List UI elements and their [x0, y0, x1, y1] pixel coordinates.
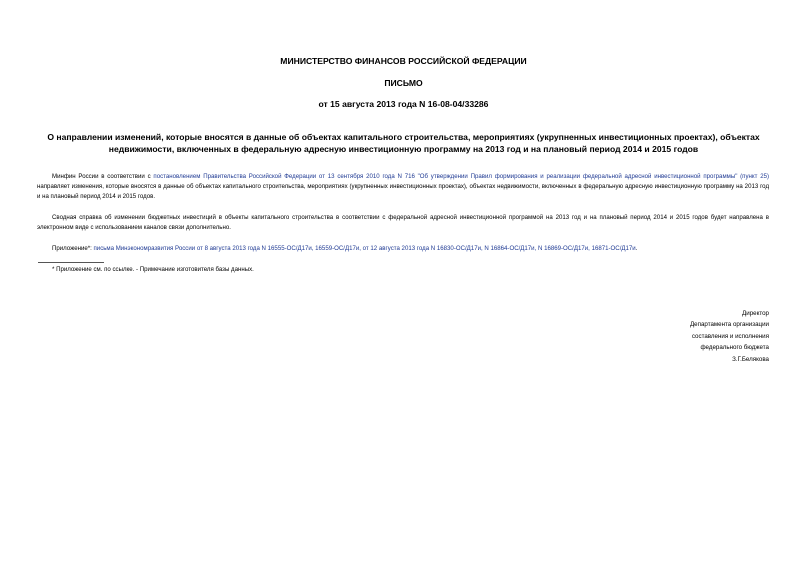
ministry-title: МИНИСТЕРСТВО ФИНАНСОВ РОССИЙСКОЙ ФЕДЕРАЦИИ: [280, 56, 527, 66]
footnote-divider: [38, 262, 104, 263]
paragraph-2: Сводная справка об изменении бюджетных инвестиций в объекты капитального строительства в соответствии с федеральной адресной инвестиционной программой на 2013 год и на плановый период 2014 и 2015 годов будет направлена в электронном виде с использованием каналов связи дополнительно.: [37, 214, 769, 232]
document-date-number: от 15 августа 2013 года N 16-08-04/33286: [318, 99, 489, 109]
paragraph-3: [37, 244, 769, 254]
signature-position-line-4: федерального бюджета: [700, 344, 769, 352]
signature-position-line-1: Директор: [742, 310, 769, 317]
paragraph-1-text-start: Минфин России в соответствии с: [52, 173, 154, 180]
document-subject: О направлении изменений, которые вносятся в данные об объектах капитального строительства, мероприятиях (укрупненных инвестиционных проектах), объектах недвижимости, включенных в федеральную адресную инвестиционную программу на 2013 год и на плановый период 2014 и 2015 годов: [47, 132, 760, 155]
ministry-letters-link[interactable]: письма Минэкономразвития России от 8 августа 2013 года N 16555-ОС/Д17и, 16559-ОС/Д17и, от 12 августа 2013 года N 16830-ОС/Д17и, N 16864-ОС/Д17и, N 16869-ОС/Д17и, 16871-ОС/Д17и: [93, 245, 636, 252]
government-decree-link[interactable]: постановлением Правительства Российской Федерации от 13 сентября 2010 года N 716 "Об утверждении Правил формирования и реализации федеральной адресной инвестиционной программы" (пункт 25): [153, 173, 770, 180]
signature-block: [690, 308, 769, 365]
paragraph-3-end: .: [635, 245, 638, 252]
signature-position-line-3: составления и исполнения: [691, 332, 769, 340]
paragraph-1: [37, 172, 769, 203]
signature-position-line-2: Департамента организации: [689, 321, 769, 329]
signatory-name: З.Г.Белякова: [732, 355, 769, 363]
document-type: ПИСЬМО: [384, 78, 423, 88]
paragraph-1-text-end: направляет изменения, которые вносятся в данные об объектах капитального строительства, мероприятиях (укрупненных инвестиционных проектах), объектах недвижимости, включенных в федеральную адресную инвестиционную программу на 2013 год и на плановый период 2014 и 2015 годов.: [37, 183, 769, 201]
footnote: * Приложение см. по ссылке. - Примечание изготовителя базы данных.: [52, 266, 254, 273]
attachment-label: Приложение*:: [52, 245, 94, 252]
